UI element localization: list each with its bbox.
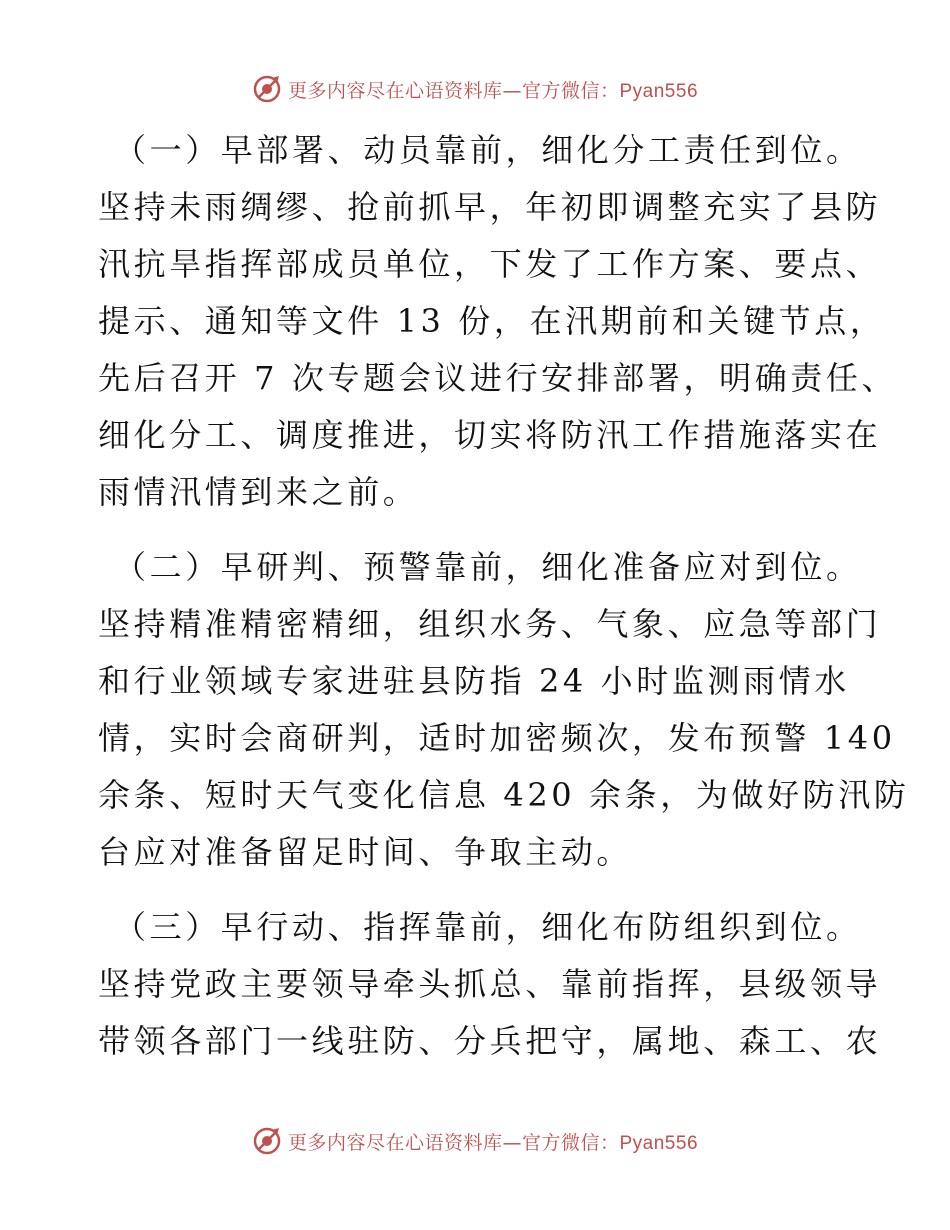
watermark-text: 更多内容尽在心语资料库—官方微信：Pyan556 [287, 1131, 699, 1154]
text-line: 雨情汛情到来之前。 [98, 473, 419, 511]
text-line: 坚持党政主要领导牵头抓总、靠前指挥，县级领导 [98, 965, 882, 1003]
text-line: 汛抗旱指挥部成员单位，下发了工作方案、要点、 [98, 245, 882, 283]
paragraph-2 [98, 539, 910, 881]
section-heading: （三）早行动、指挥靠前，细化布防组织到位。 [114, 908, 862, 946]
section-heading: （二）早研判、预警靠前，细化准备应对到位。 [114, 548, 862, 586]
seal-logo-icon [252, 74, 282, 104]
paragraph-3 [98, 899, 882, 1070]
watermark-handle: Pyan556 [619, 80, 699, 102]
seal-logo-icon [252, 1126, 282, 1156]
watermark-text: 更多内容尽在心语资料库—官方微信：Pyan556 [287, 79, 699, 102]
document-body [98, 122, 910, 1088]
section-heading: （一）早部署、动员靠前，细化分工责任到位。 [114, 131, 862, 169]
text-line: 情，实时会商研判，适时加密频次，发布预警 140 [98, 719, 896, 757]
text-line: 细化分工、调度推进，切实将防汛工作措施落实在 [98, 416, 882, 454]
text-line: 坚持精准精密精细，组织水务、气象、应急等部门 [98, 605, 882, 643]
text-line: 余条、短时天气变化信息 420 余条，为做好防汛防 [98, 776, 910, 814]
text-line: 带领各部门一线驻防、分兵把守，属地、森工、农 [98, 1022, 882, 1060]
text-line: 先后召开 7 次专题会议进行安排部署，明确责任、 [98, 359, 898, 397]
text-line: 提示、通知等文件 13 份，在汛期前和关键节点， [98, 302, 886, 340]
text-line: 坚持未雨绸缪、抢前抓早，年初即调整充实了县防 [98, 188, 882, 226]
paragraph-1 [98, 122, 898, 521]
text-line: 台应对准备留足时间、争取主动。 [98, 833, 633, 871]
footer-watermark [0, 1126, 950, 1156]
header-watermark [0, 74, 950, 104]
watermark-handle: Pyan556 [619, 1132, 699, 1154]
text-line: 和行业领域专家进驻县防指 24 小时监测雨情水 [98, 662, 850, 700]
